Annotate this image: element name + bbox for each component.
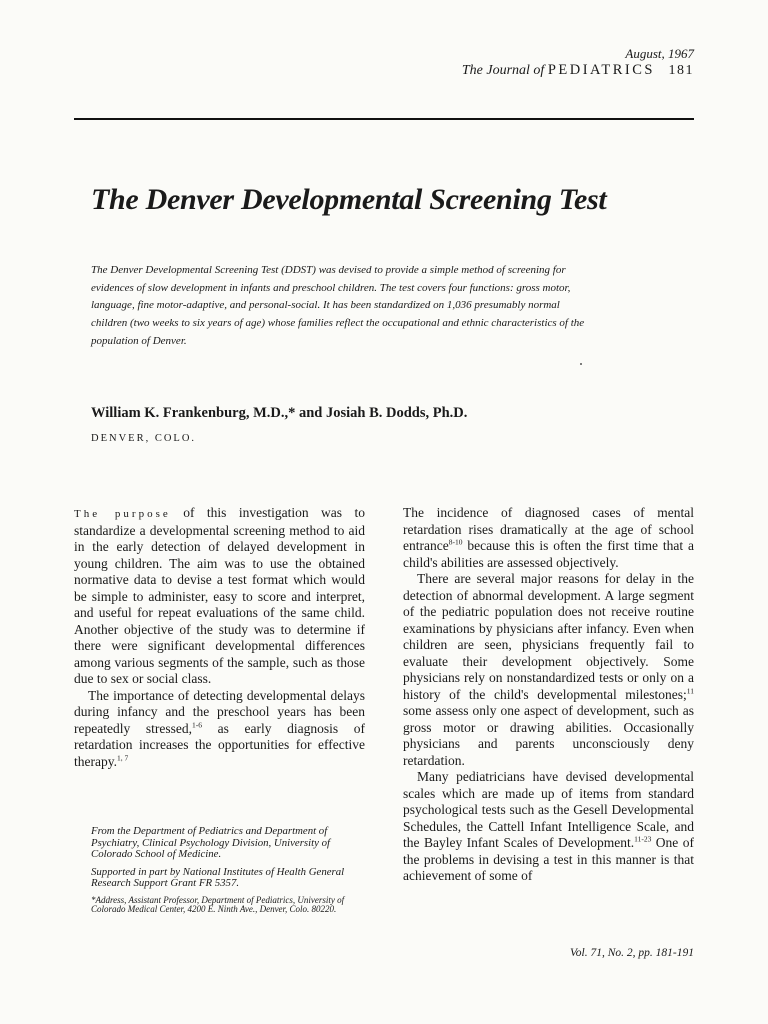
footnote-support: Supported in part by National Institutes of Health General Research Support Grant FR 5357. — [91, 865, 345, 890]
reference: 1-6 — [191, 720, 202, 729]
paragraph-text: of this investigation was to standardize a developmental screening method to aid in the early detection of delayed development in young children. The aim was to use the obtained normative data to devise a test format which would be simple to administer, easy to score and interpret, and useful for repeat evaluations of the same child. Another objective of the study was to determine if there were significant developmental differences among various segments of the sample, such as those due to sex or social class. — [74, 505, 365, 686]
paragraph-text: as early diagnosis of retardation increases the opportunities for effective therapy. — [74, 720, 365, 769]
footnote-affiliation: From the Department of Pediatrics and Department of Psychiatry, Clinical Psychology Division, University of Colorado School of Medicine. — [91, 825, 330, 861]
reference: 11-23 — [634, 834, 652, 844]
paragraph-text: There are several major reasons for delay in the detection of abnormal development. A large segment of the pediatric population does not receive routine examinations by physicians after infancy. Even when children are seen, physicians frequently fail to evaluate their development objectively. Some physicians rely on nonstandardized tests or only on a history of the child's developmental milestones; — [403, 571, 694, 702]
body-column-left — [74, 505, 365, 770]
paragraph-text: The incidence of diagnosed cases of mental retardation rises dramatically at the age of school entrance — [403, 505, 694, 553]
paragraph — [74, 505, 365, 688]
reference: 11 — [686, 686, 694, 695]
paragraph — [403, 769, 694, 885]
authors: William K. Frankenburg, M.D.,* and Josiah B. Dodds, Ph.D. — [91, 405, 468, 421]
volume-info: Vol. 71, No. 2, pp. 181-191 — [570, 947, 694, 959]
journal-name: PEDIATRICS — [547, 62, 655, 78]
body-column-right — [403, 505, 694, 885]
abstract: The Denver Developmental Screening Test (DDST) was devised to provide a simple method of screening for evidences of slow development in infants and preschool children. The test covers four functions: gross motor, language, fine motor-adaptive, and personal-social. It has been standardized on 1,036 presumably normal children (two weeks to six years of age) whose families reflect the occupational and ethnic characteristics of the population of Denver. — [91, 264, 585, 347]
paragraph — [74, 688, 365, 771]
paragraph-text: Many pediatricians have devised developmental scales which are made up of items from standard psychological tests such as the Gesell Developmental Schedules, the Cattell Infant Intelligence Scale, and the Bayley Infant Scales of Development. — [403, 769, 694, 850]
footnotes — [91, 826, 356, 921]
paragraph-text: some assess only one aspect of development, such as gross motor or drawing abilities. Occasionally physicians and parents unconsciously deny retardation. — [403, 703, 694, 768]
running-header — [462, 62, 694, 79]
article-title: The Denver Developmental Screening Test — [91, 183, 607, 216]
speck — [580, 363, 582, 365]
reference: 8-10 — [448, 537, 463, 547]
footnote-address: *Address, Assistant Professor, Department of Pediatrics, University of Colorado Medical Center, 4200 E. Ninth Ave., Denver, Colo. 80220. — [91, 894, 345, 915]
paragraph — [403, 571, 694, 769]
location: DENVER, COLO. — [91, 433, 197, 444]
paragraph-text: One of the problems in devising a test in this manner is that achievement of some of — [403, 835, 694, 883]
journal-prefix: The Journal of — [461, 63, 545, 78]
lead-in: The purpose — [74, 508, 171, 520]
paragraph-text: The importance of detecting developmental delays during infancy and the preschool years has been repeatedly stressed, — [74, 687, 365, 736]
reference: 1, 7 — [116, 753, 129, 762]
paragraph-text: because this is often the first time that a child's abilities are assessed objectively. — [403, 538, 694, 570]
paragraph — [403, 505, 694, 571]
page-number: 181 — [668, 63, 694, 78]
issue-date: August, 1967 — [625, 46, 694, 61]
header-rule — [74, 118, 694, 120]
